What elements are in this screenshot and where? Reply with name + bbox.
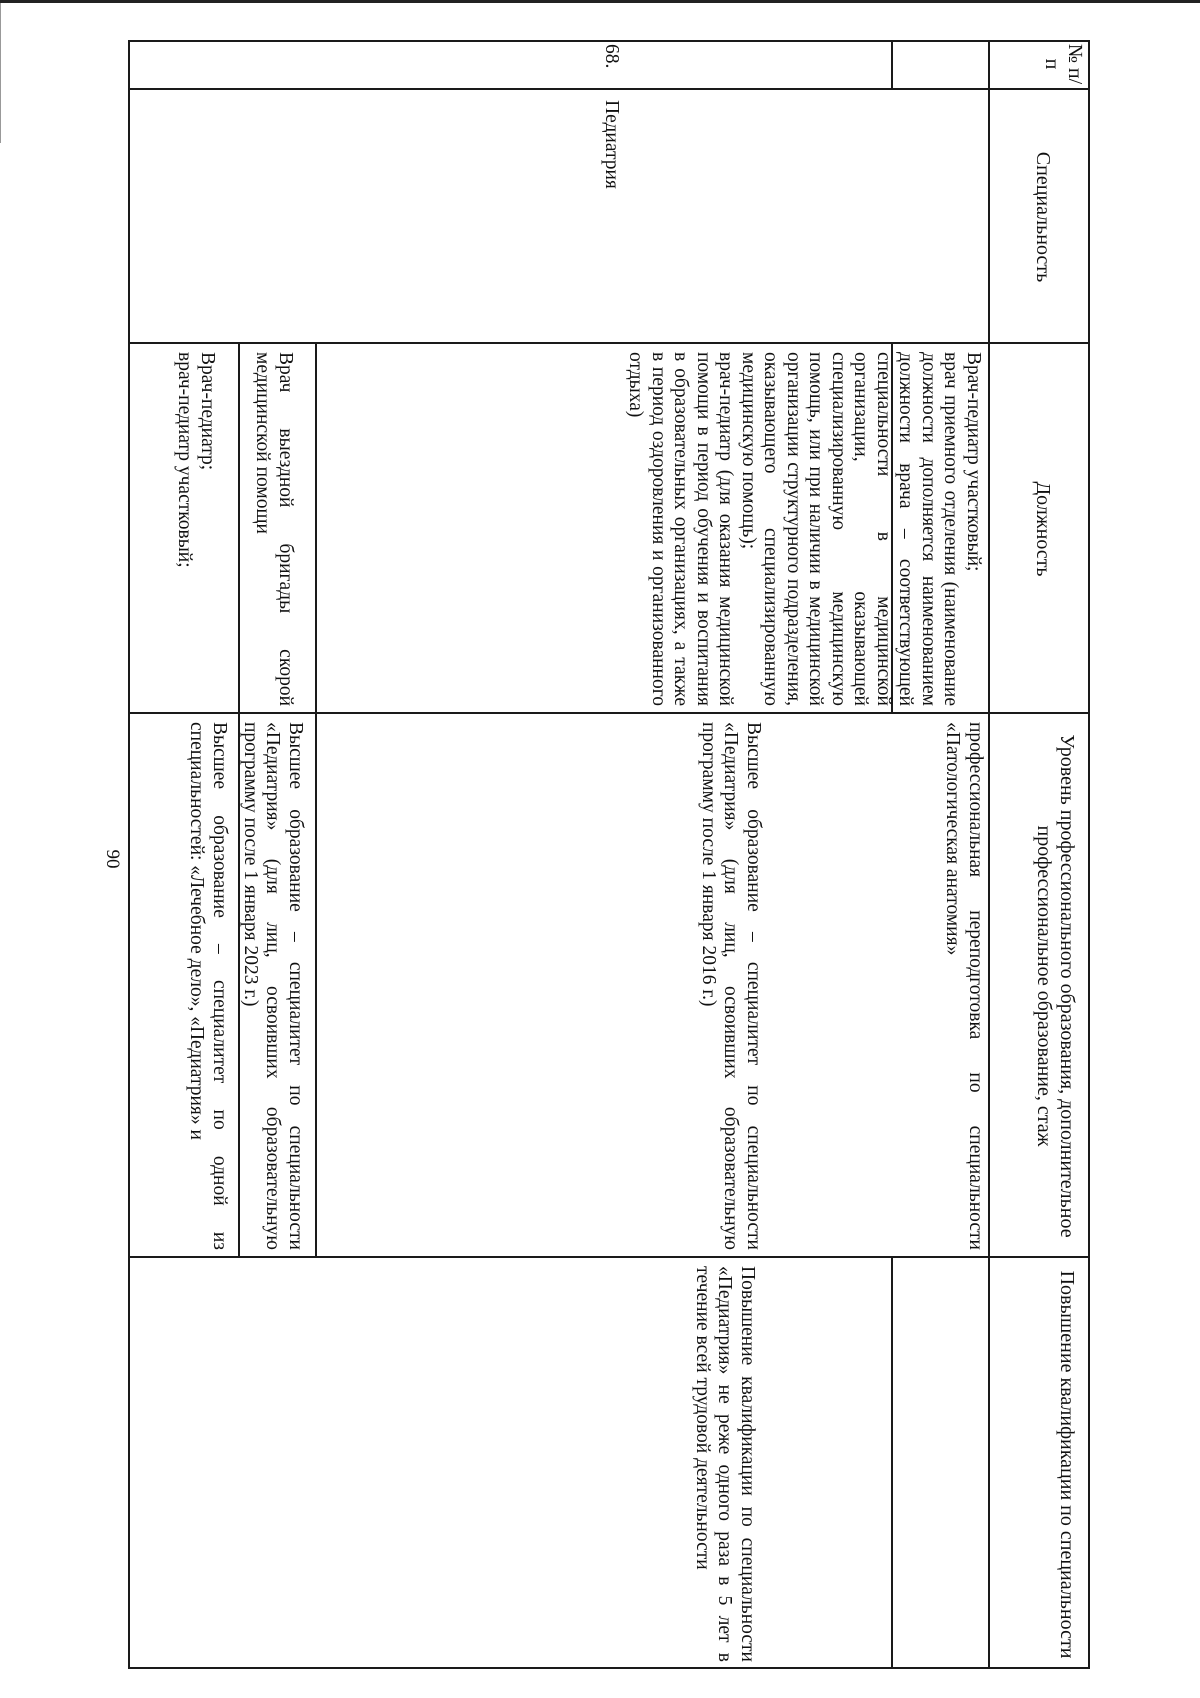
row-specialty: Педиатрия [601,100,622,189]
header-education: Уровень профессионального образования, дополнительное профессиональное образование, стаж [1033,734,1078,1238]
row-divider-continuation [891,1256,893,1669]
table-border-right [128,1667,1090,1669]
position-item: врач-педиатр (для оказания медицинской помощи в период обучения и воспитания в образовательных организациях, а также в период оздоровления и организованного отдыха) [625,352,737,706]
row-number: 68. [601,44,622,69]
header-qualification: Повышение квалификации по специальности [1056,1270,1078,1659]
positions-group-1 [309,352,984,706]
page-number: 90 [102,849,123,869]
scan-edge-left [0,3,1,143]
scan-edge-top [0,0,1200,3]
position-item: врач-педиатр участковый; [174,352,196,568]
positions-group-2: Врач выездной бригады скорой медицинской помощи [252,352,296,706]
education-requirement: Высшее образование – специалитет по специальности «Педиатрия» (для лиц, освоивших образовательную программу после 1 января 2016 г.) [698,722,764,1250]
row-divider-continuation [891,40,893,88]
header-specialty: Специальность [1032,151,1054,283]
education-requirement: Высшее образование – специалитет по одной из специальностей: «Лечебное дело», «Педиатрия» и [186,722,230,1250]
positions-group-3 [173,352,218,706]
header-number: № п/п [1041,43,1086,85]
document-table [128,40,1090,1669]
education-continuation: профессиональная переподготовка по специальности «Патологическая анатомия» [942,722,986,1250]
position-item: врач приемного отделения (наименование должности дополняется наименованием должности врача – соответствующей специальности в медицинской организации, оказывающей специализированную медицинскую помощь, или при наличии в медицинской организации структурного подразделения, оказывающего специализированную медицинскую помощь); [738,352,962,706]
education-requirement: Высшее образование – специалитет по специальности «Педиатрия» (для лиц, освоивших образовательную программу после 1 января 2023 г.) [240,722,306,1250]
position-item: Врач-педиатр; [197,352,218,471]
column-divider-1 [128,88,1090,90]
column-divider-3 [128,712,1090,714]
column-divider-4 [128,1256,1090,1258]
column-divider-2 [128,342,1090,344]
qualification-requirement: Повышение квалификации по специальности «Педиатрия» не реже одного раза в 5 лет в течение всей трудовой деятельности [692,1266,758,1662]
table-border-bottom [128,40,130,1669]
header-position: Должность [1032,481,1054,577]
table-border-left [128,40,1090,42]
position-item: Врач-педиатр участковый; [963,352,984,572]
